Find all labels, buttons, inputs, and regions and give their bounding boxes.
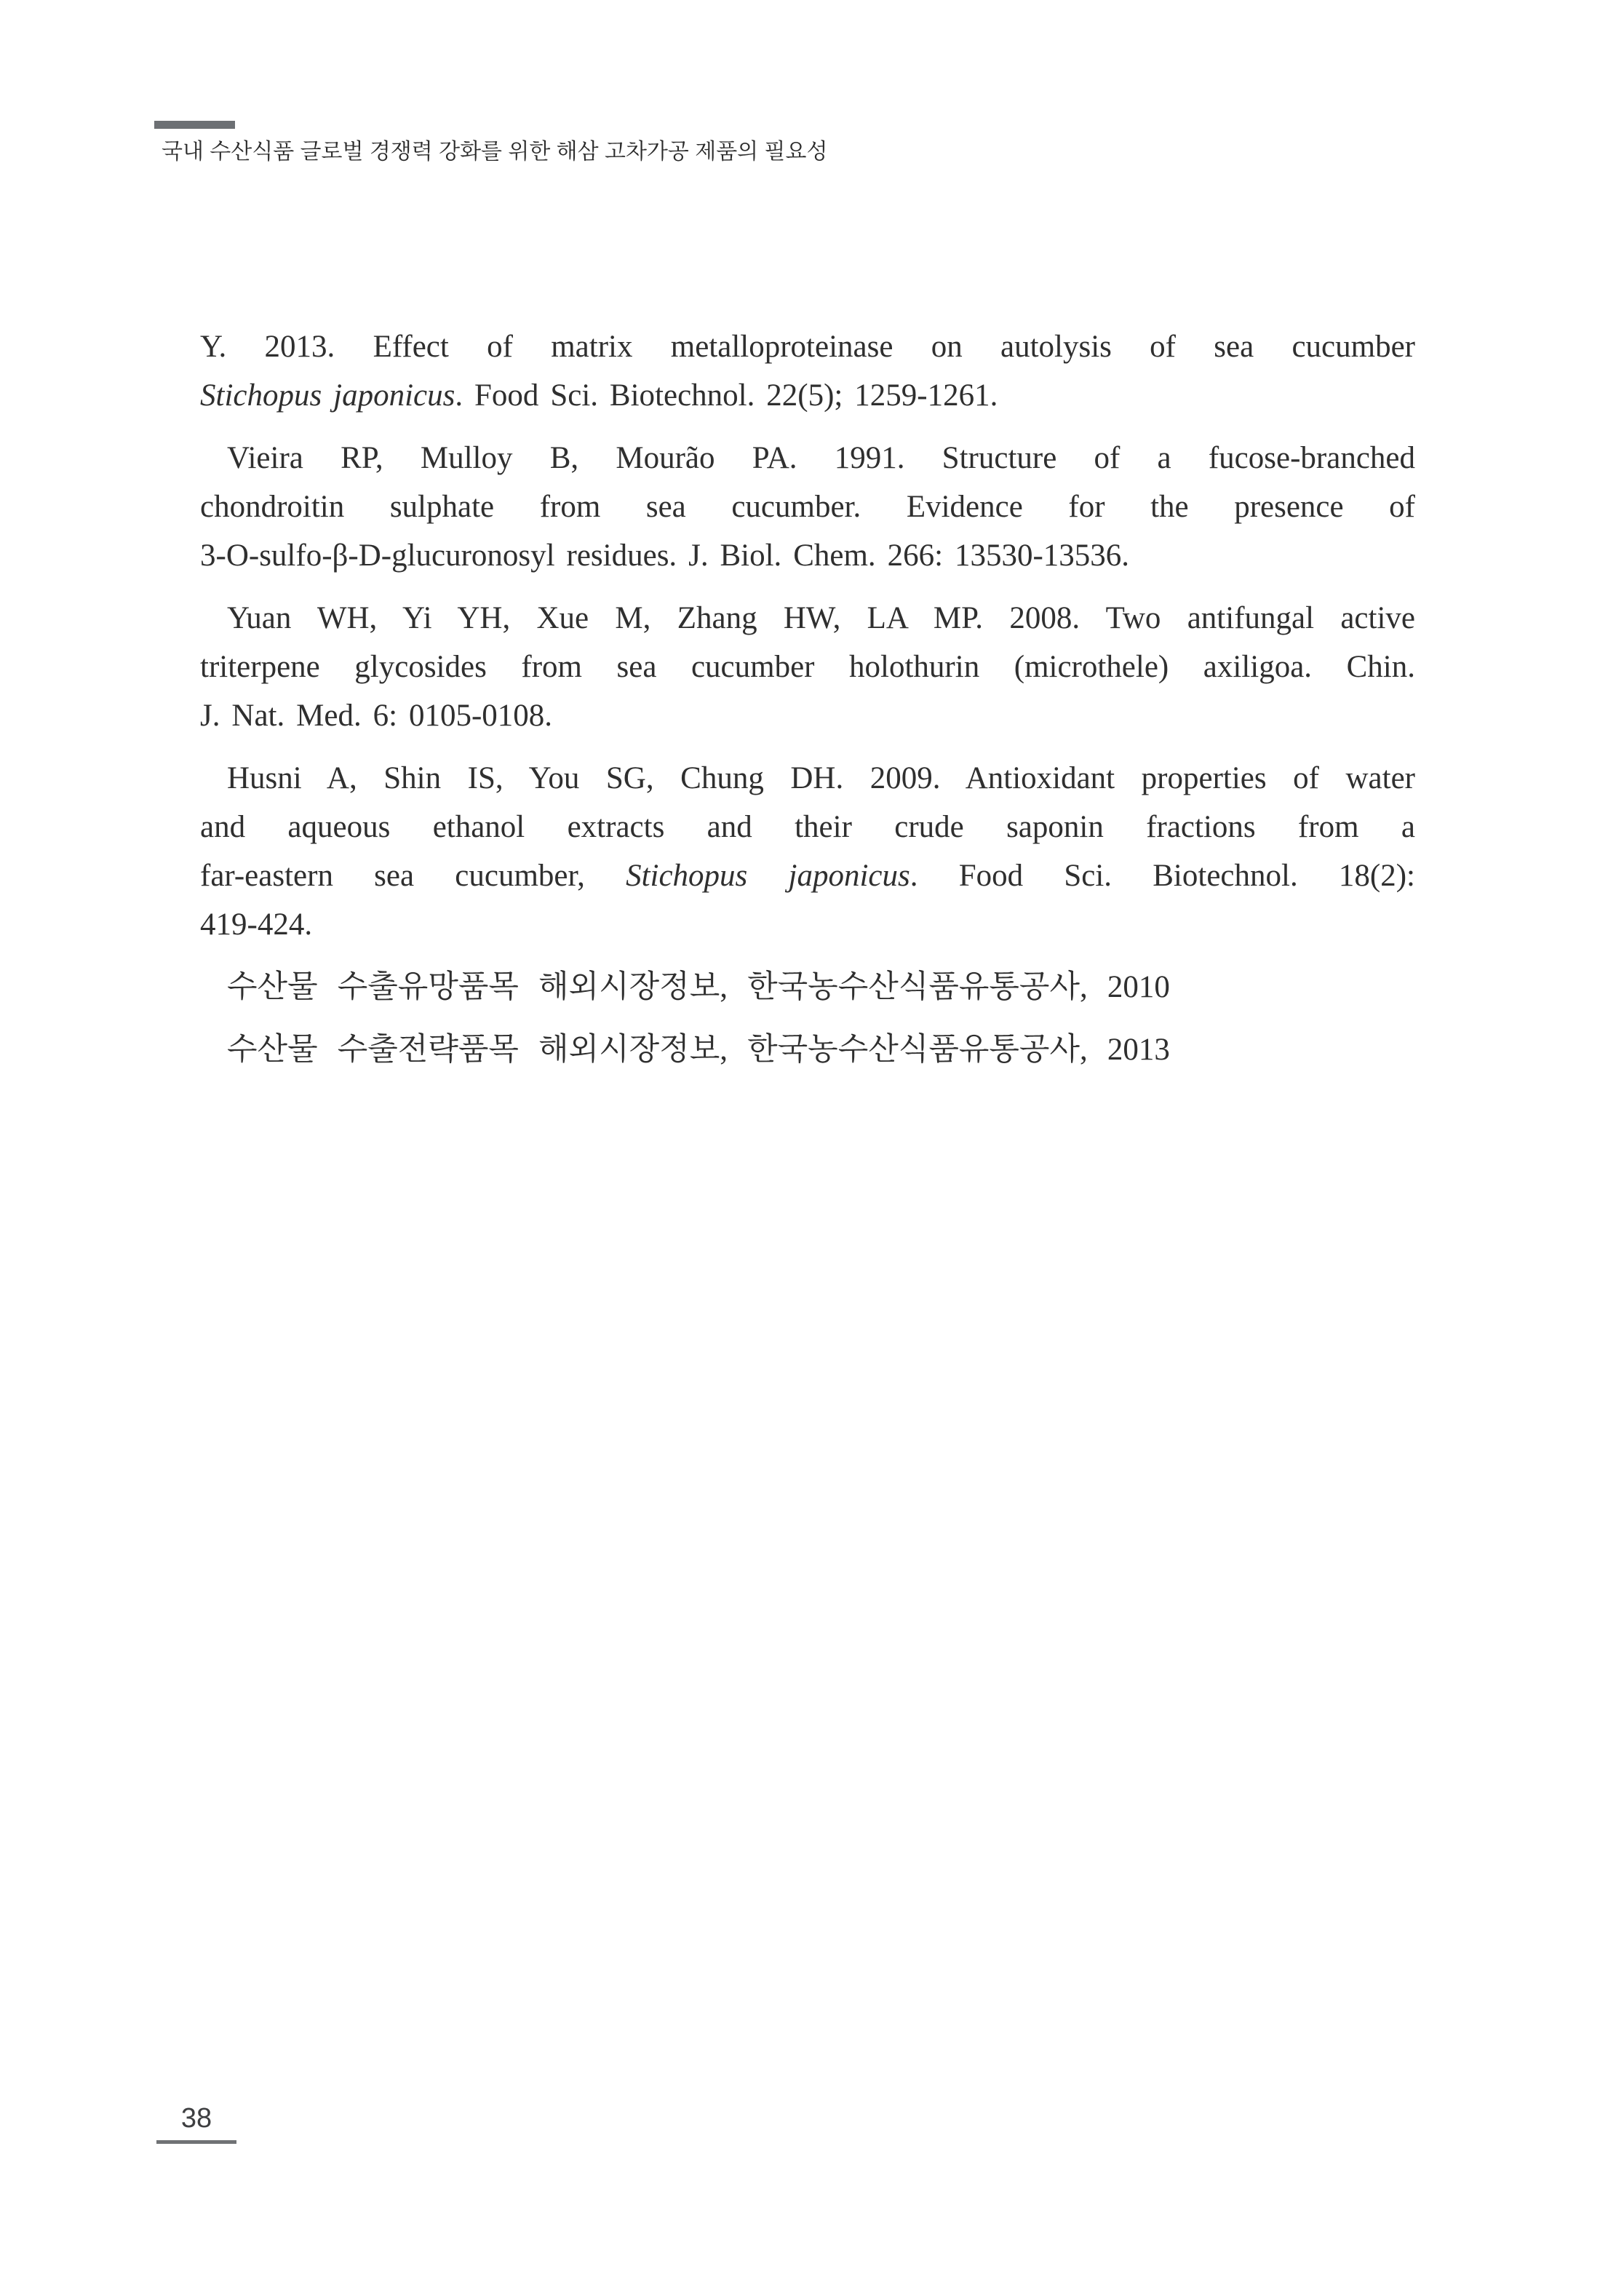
reference-line bbox=[200, 691, 1415, 740]
reference-line bbox=[200, 963, 1415, 1012]
reference-line bbox=[200, 594, 1415, 643]
reference-entry-korean bbox=[200, 1025, 1415, 1074]
reference-line bbox=[200, 434, 1415, 482]
reference-text-run: 수산물 수출유망품목 해외시장정보, 한국농수산식품유통공사, 2010 bbox=[227, 970, 1170, 1004]
header-accent-bar bbox=[154, 121, 235, 129]
species-name-italic: Stichopus japonicus bbox=[200, 378, 455, 413]
reference-text-run: and aqueous ethanol extracts and their crude saponin fractions from a bbox=[200, 810, 1415, 844]
reference-line bbox=[200, 531, 1415, 580]
reference-entry-korean bbox=[200, 963, 1415, 1012]
reference-text-run: Yuan WH, Yi YH, Xue M, Zhang HW, LA MP. 2008. Two antifungal active bbox=[227, 601, 1415, 635]
species-name-italic: Stichopus japonicus bbox=[626, 859, 910, 893]
reference-text-run: . Food Sci. Biotechnol. 18(2): bbox=[909, 859, 1415, 893]
reference-line bbox=[200, 900, 1415, 949]
reference-text-run: 수산물 수출전략품목 해외시장정보, 한국농수산식품유통공사, 2013 bbox=[227, 1033, 1170, 1067]
reference-line bbox=[200, 851, 1415, 900]
reference-line bbox=[200, 322, 1415, 371]
reference-text-run: 3-O-sulfo-β-D-glucuronosyl residues. J. Biol. Chem. 266: 13530-13536. bbox=[200, 539, 1130, 573]
reference-entry bbox=[200, 434, 1415, 580]
reference-text-run: Y. 2013. Effect of matrix metalloproteinase on autolysis of sea cucumber bbox=[200, 330, 1415, 364]
reference-text-run: J. Nat. Med. 6: 0105-0108. bbox=[200, 699, 553, 733]
reference-entry bbox=[200, 594, 1415, 740]
reference-line bbox=[200, 482, 1415, 531]
reference-text-run: Vieira RP, Mulloy B, Mourão PA. 1991. Structure of a fucose-branched bbox=[227, 441, 1415, 475]
reference-line bbox=[200, 371, 1415, 420]
reference-line bbox=[200, 643, 1415, 691]
reference-line bbox=[200, 754, 1415, 803]
reference-entry bbox=[200, 322, 1415, 420]
references-section bbox=[200, 322, 1415, 1074]
running-header-title: 국내 수산식품 글로벌 경쟁력 강화를 위한 해삼 고차가공 제품의 필요성 bbox=[162, 140, 828, 164]
reference-line bbox=[200, 803, 1415, 851]
reference-text-run: triterpene glycosides from sea cucumber holothurin (microthele) axiligoa. Chin. bbox=[200, 650, 1415, 684]
page-number: 38 bbox=[180, 2103, 212, 2134]
reference-line bbox=[200, 1025, 1415, 1074]
reference-text-run: Husni A, Shin IS, You SG, Chung DH. 2009. Antioxidant properties of water bbox=[227, 761, 1415, 795]
reference-text-run: far-eastern sea cucumber, bbox=[200, 859, 626, 893]
reference-entry bbox=[200, 754, 1415, 949]
reference-text-run: . Food Sci. Biotechnol. 22(5); 1259-1261. bbox=[455, 378, 998, 413]
page-number-underline bbox=[156, 2140, 236, 2144]
reference-text-run: chondroitin sulphate from sea cucumber. Evidence for the presence of bbox=[200, 490, 1415, 524]
reference-text-run: 419-424. bbox=[200, 907, 313, 942]
